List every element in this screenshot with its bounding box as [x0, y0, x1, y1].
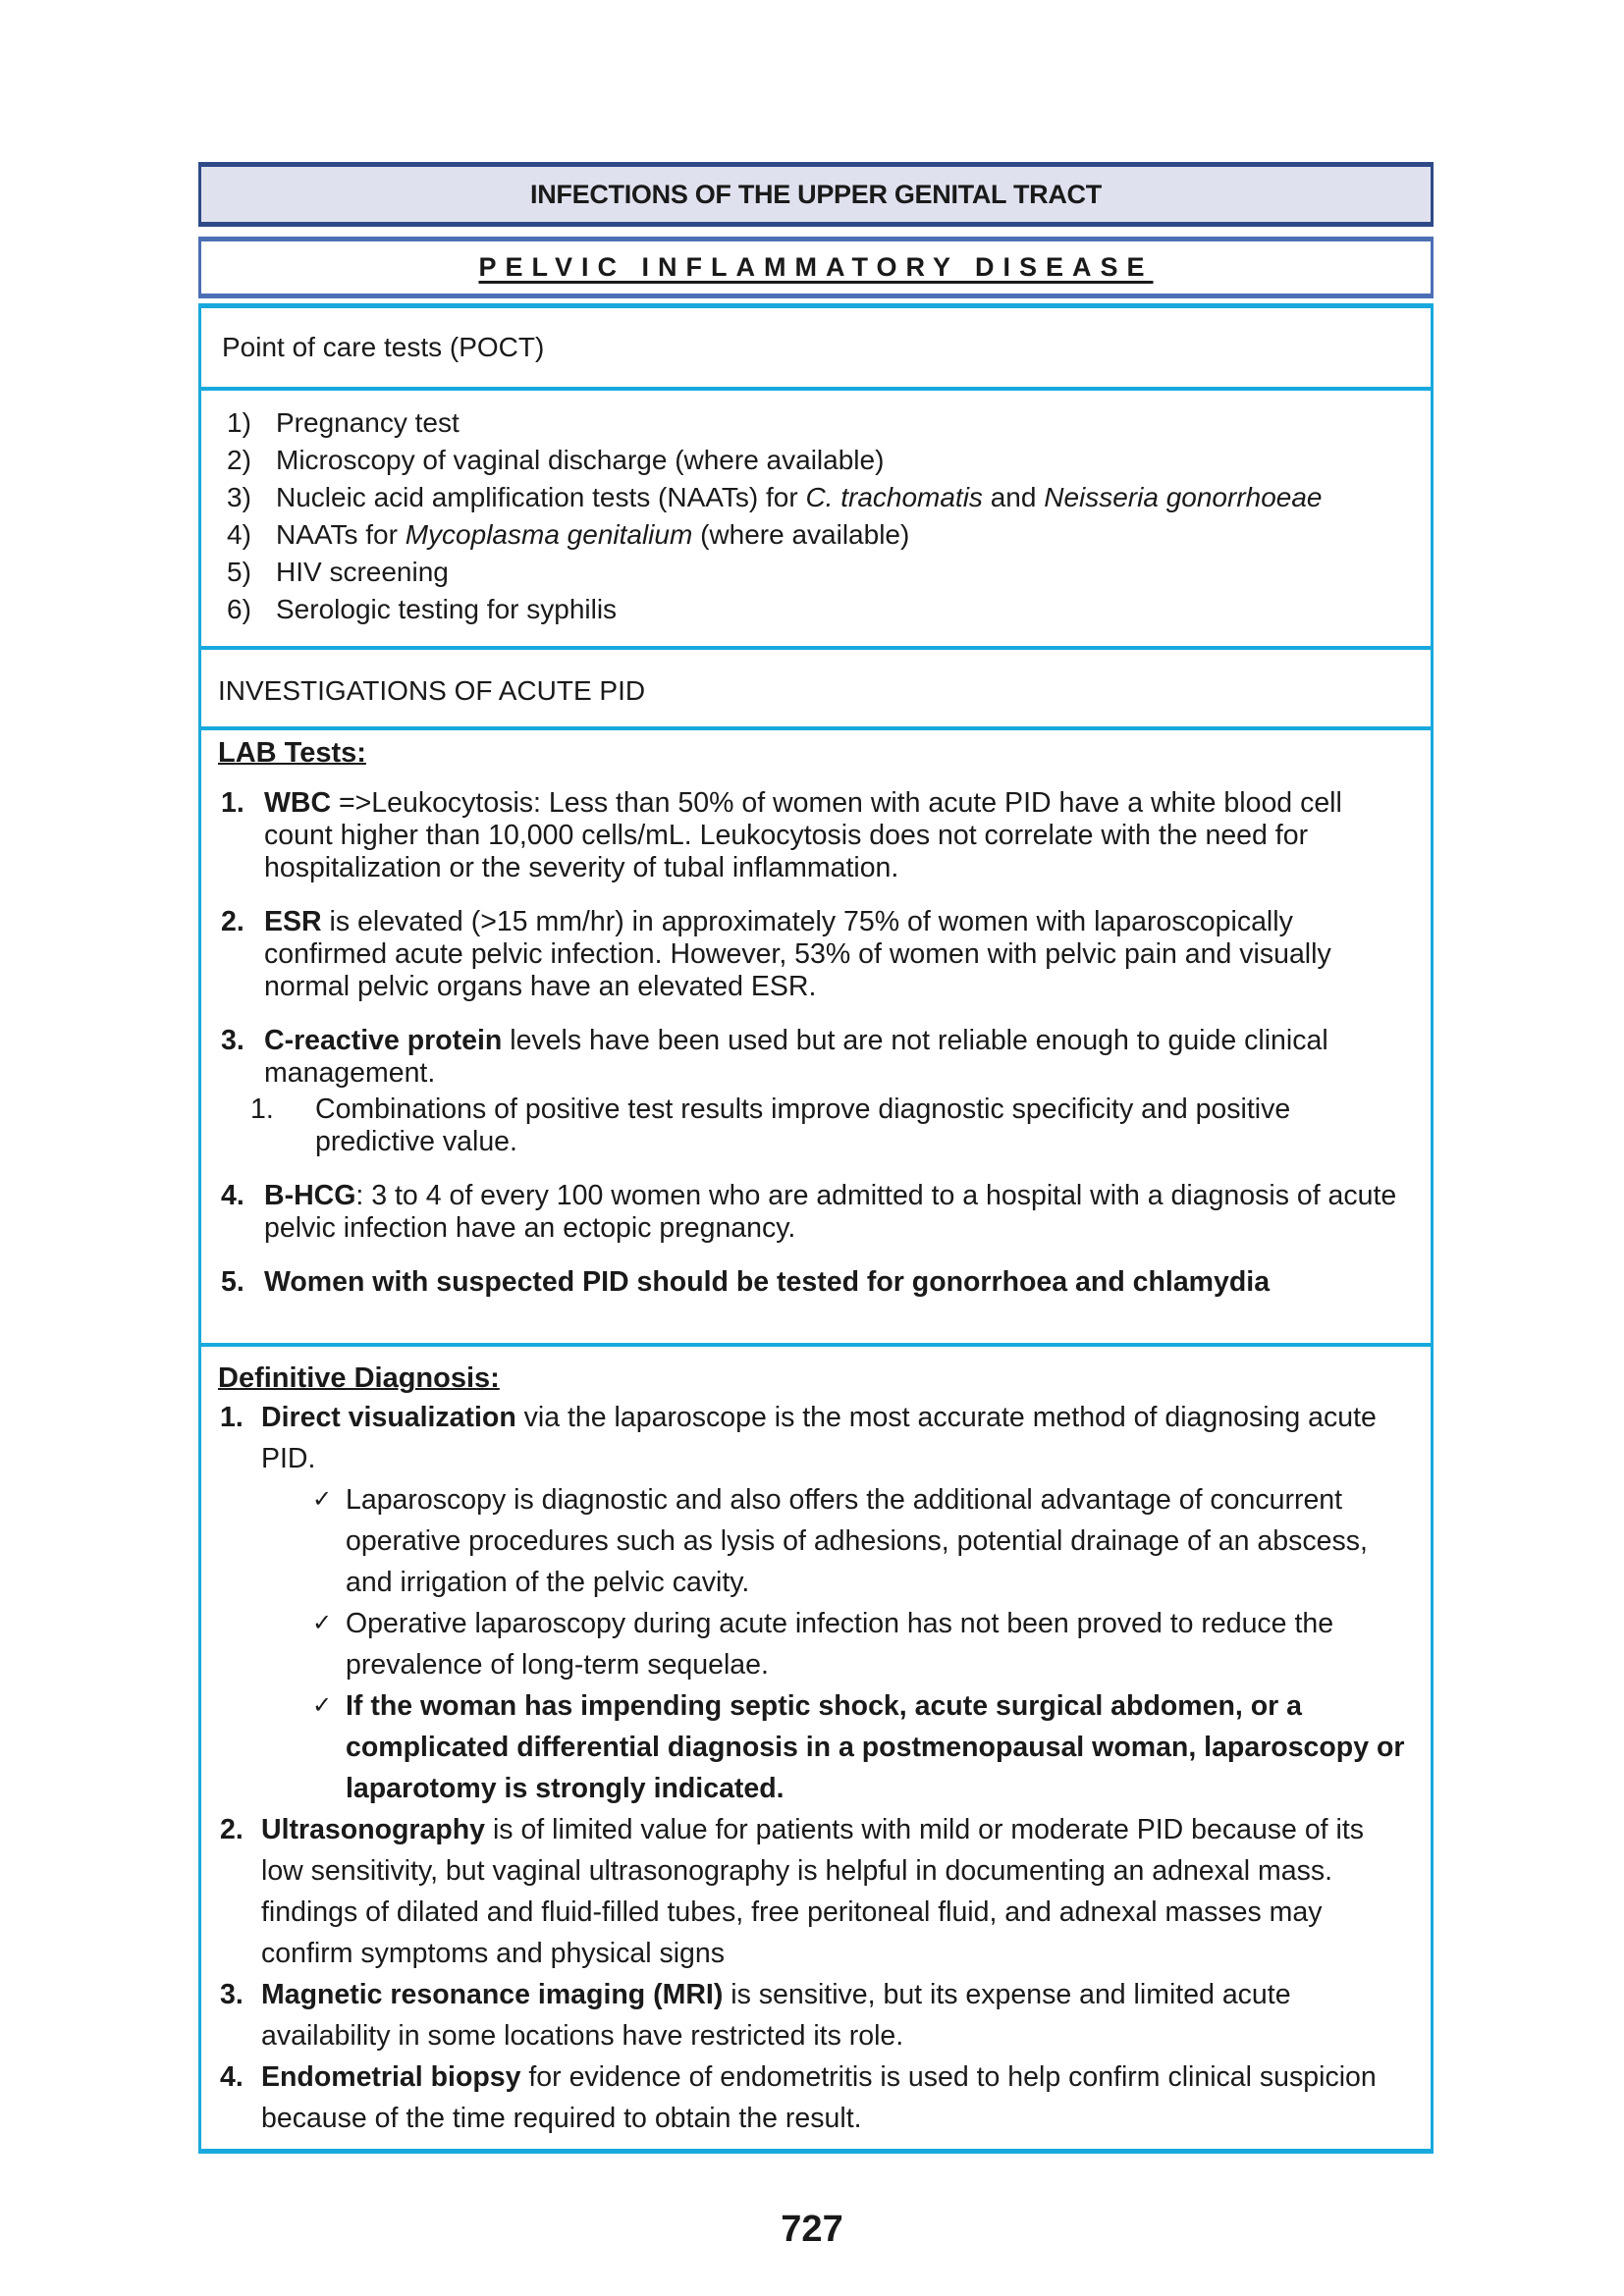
lab-test-item	[218, 1266, 1411, 1299]
poct-item	[227, 516, 1431, 554]
sub-item-text: Combinations of positive test results improve diagnostic specificity and positive predictive value.	[315, 1094, 1291, 1157]
lab-tests-list	[218, 787, 1411, 1299]
poct-item	[227, 591, 1431, 628]
method-name: Direct visualization	[261, 1402, 516, 1433]
item-body	[261, 2056, 1411, 2139]
item-text	[276, 516, 909, 554]
organism-name: Neisseria gonorrhoeae	[1044, 482, 1323, 512]
lab-test-item	[218, 906, 1411, 1003]
checkmark-icon: ✓	[312, 1610, 333, 1636]
item-number: 5)	[227, 557, 251, 587]
sub-item-number: 1.	[250, 1094, 274, 1125]
check-item	[312, 1479, 1411, 1603]
item-number: 4.	[220, 2061, 244, 2093]
check-text: Laparoscopy is diagnostic and also offers the additional advantage of concurrent operative procedures such as lysis of adhesions, potential drainage of an abscess, and irrigation of the pelvic cavity.	[346, 1484, 1368, 1598]
poct-item	[227, 479, 1431, 516]
organism-name: C. trachomatis	[805, 482, 983, 512]
chapter-title-box	[198, 162, 1434, 227]
lab-tests-heading: LAB Tests:	[218, 737, 366, 769]
test-name: B-HCG	[264, 1180, 356, 1211]
item-body	[250, 1025, 1411, 1158]
lab-test-item	[218, 787, 1411, 884]
item-body	[264, 1266, 1411, 1299]
divider	[201, 646, 1431, 650]
check-item	[312, 1603, 1411, 1685]
item-number: 2.	[220, 1814, 244, 1845]
check-text: If the woman has impending septic shock, acute surgical abdomen, or a complicated differential diagnosis in a postmenopausal woman, laparoscopy or laparotomy is strongly indicated.	[346, 1690, 1405, 1804]
divider	[201, 1343, 1431, 1347]
item-text	[276, 479, 1323, 516]
lab-test-item	[218, 1025, 1411, 1158]
item-number: 3)	[227, 482, 251, 512]
poct-item	[227, 404, 1431, 442]
item-body	[264, 1180, 1411, 1245]
method-name: Endometrial biopsy	[261, 2061, 521, 2093]
method-name: Magnetic resonance imaging (MRI)	[261, 1979, 724, 2010]
text-run: NAATs for	[276, 519, 406, 550]
item-number: 6)	[227, 594, 251, 624]
poct-item	[227, 442, 1431, 479]
diagnosis-item	[218, 1974, 1411, 2056]
text-run: (where available)	[692, 519, 910, 550]
definitive-diagnosis-section	[201, 1350, 1431, 2139]
diagnosis-item	[218, 2056, 1411, 2139]
item-text: is sensitive, but its expense and limited acute availability in some locations have restricted its role.	[261, 1979, 1291, 2052]
poct-heading: Point of care tests (POCT)	[222, 332, 545, 362]
checkmark-icon: ✓	[312, 1692, 333, 1719]
investigations-heading: INVESTIGATIONS OF ACUTE PID	[218, 675, 646, 706]
item-number: 5.	[221, 1266, 244, 1298]
page-number: 727	[781, 2209, 843, 2250]
item-body	[261, 1974, 1411, 2056]
text-run: and	[982, 482, 1045, 512]
test-name: WBC	[264, 787, 332, 819]
item-number: 3.	[220, 1979, 244, 2010]
chapter-title: INFECTIONS OF THE UPPER GENITAL TRACT	[530, 179, 1102, 209]
checkmark-icon: ✓	[312, 1486, 333, 1513]
content-box	[198, 303, 1434, 2154]
poct-item	[227, 554, 1431, 591]
item-body	[261, 1397, 1411, 1809]
item-number: 3.	[221, 1025, 244, 1056]
item-text	[276, 554, 449, 591]
test-name: C-reactive protein	[264, 1025, 503, 1056]
poct-list	[201, 395, 1431, 628]
topic-title: PELVIC INFLAMMATORY DISEASE	[478, 252, 1154, 282]
lab-test-item	[218, 1180, 1411, 1245]
item-number: 1.	[221, 787, 244, 819]
test-name: ESR	[264, 906, 322, 937]
item-text	[276, 404, 460, 442]
sub-item	[221, 1094, 1411, 1158]
diagnosis-item	[218, 1397, 1411, 1809]
item-text: for evidence of endometritis is used to help confirm clinical suspicion because of the time required to obtain the result.	[261, 2061, 1377, 2134]
item-text	[276, 591, 617, 628]
item-text: is elevated (>15 mm/hr) in approximately 75% of women with laparoscopically confirmed acute pelvic infection. However, 53% of women with pelvic pain and visually normal pelvic organs have an elevated ESR.	[264, 906, 1331, 1002]
text-run: Microscopy of vaginal discharge (where available)	[276, 445, 885, 475]
divider	[201, 387, 1431, 391]
item-text: : 3 to 4 of every 100 women who are admitted to a hospital with a diagnosis of acute pelvic infection have an ectopic pregnancy.	[264, 1180, 1397, 1244]
topic-title-box	[198, 237, 1434, 298]
text-run: Serologic testing for syphilis	[276, 594, 618, 624]
check-text: Operative laparoscopy during acute infection has not been proved to reduce the prevalence of long-term sequelae.	[346, 1608, 1334, 1681]
check-item	[312, 1685, 1411, 1809]
item-number: 2.	[221, 906, 244, 937]
item-text: via the laparoscope is the most accurate method of diagnosing acute PID.	[261, 1402, 1377, 1474]
organism-name: Mycoplasma genitalium	[405, 519, 693, 550]
item-number: 4.	[221, 1180, 244, 1211]
text-run: Pregnancy test	[276, 407, 460, 438]
item-body	[264, 906, 1411, 1003]
definitive-diagnosis-list	[218, 1397, 1411, 2139]
definitive-diagnosis-heading: Definitive Diagnosis:	[218, 1362, 500, 1394]
text-run: HIV screening	[276, 557, 449, 587]
item-text: =>Leukocytosis: Less than 50% of women with acute PID have a white blood cell count higher than 10,000 cells/mL. Leukocytosis does not correlate with the need for hospitalization or the severity of tubal inflammation.	[264, 787, 1342, 883]
item-body	[264, 787, 1411, 884]
item-text: levels have been used but are not reliable enough to guide clinical management.	[264, 1025, 1328, 1089]
item-number: 2)	[227, 445, 251, 475]
item-body	[261, 1809, 1411, 1974]
item-number: 4)	[227, 519, 251, 550]
diagnosis-item	[218, 1809, 1411, 1974]
item-text	[276, 442, 884, 479]
text-run: Nucleic acid amplification tests (NAATs) for	[276, 482, 806, 512]
item-text: is of limited value for patients with mild or moderate PID because of its low sensitivity, but vaginal ultrasonography is helpful in documenting an adnexal mass. findings of dilated and fluid-filled tubes, free peritoneal fluid, and adnexal masses may confirm symptoms and physical signs	[261, 1814, 1365, 1969]
test-name: Women with suspected PID should be tested for gonorrhoea and chlamydia	[264, 1266, 1271, 1298]
method-name: Ultrasonography	[261, 1814, 486, 1845]
item-number: 1)	[227, 407, 251, 438]
divider	[201, 726, 1431, 730]
lab-tests-section	[201, 733, 1431, 1320]
item-number: 1.	[220, 1402, 244, 1433]
